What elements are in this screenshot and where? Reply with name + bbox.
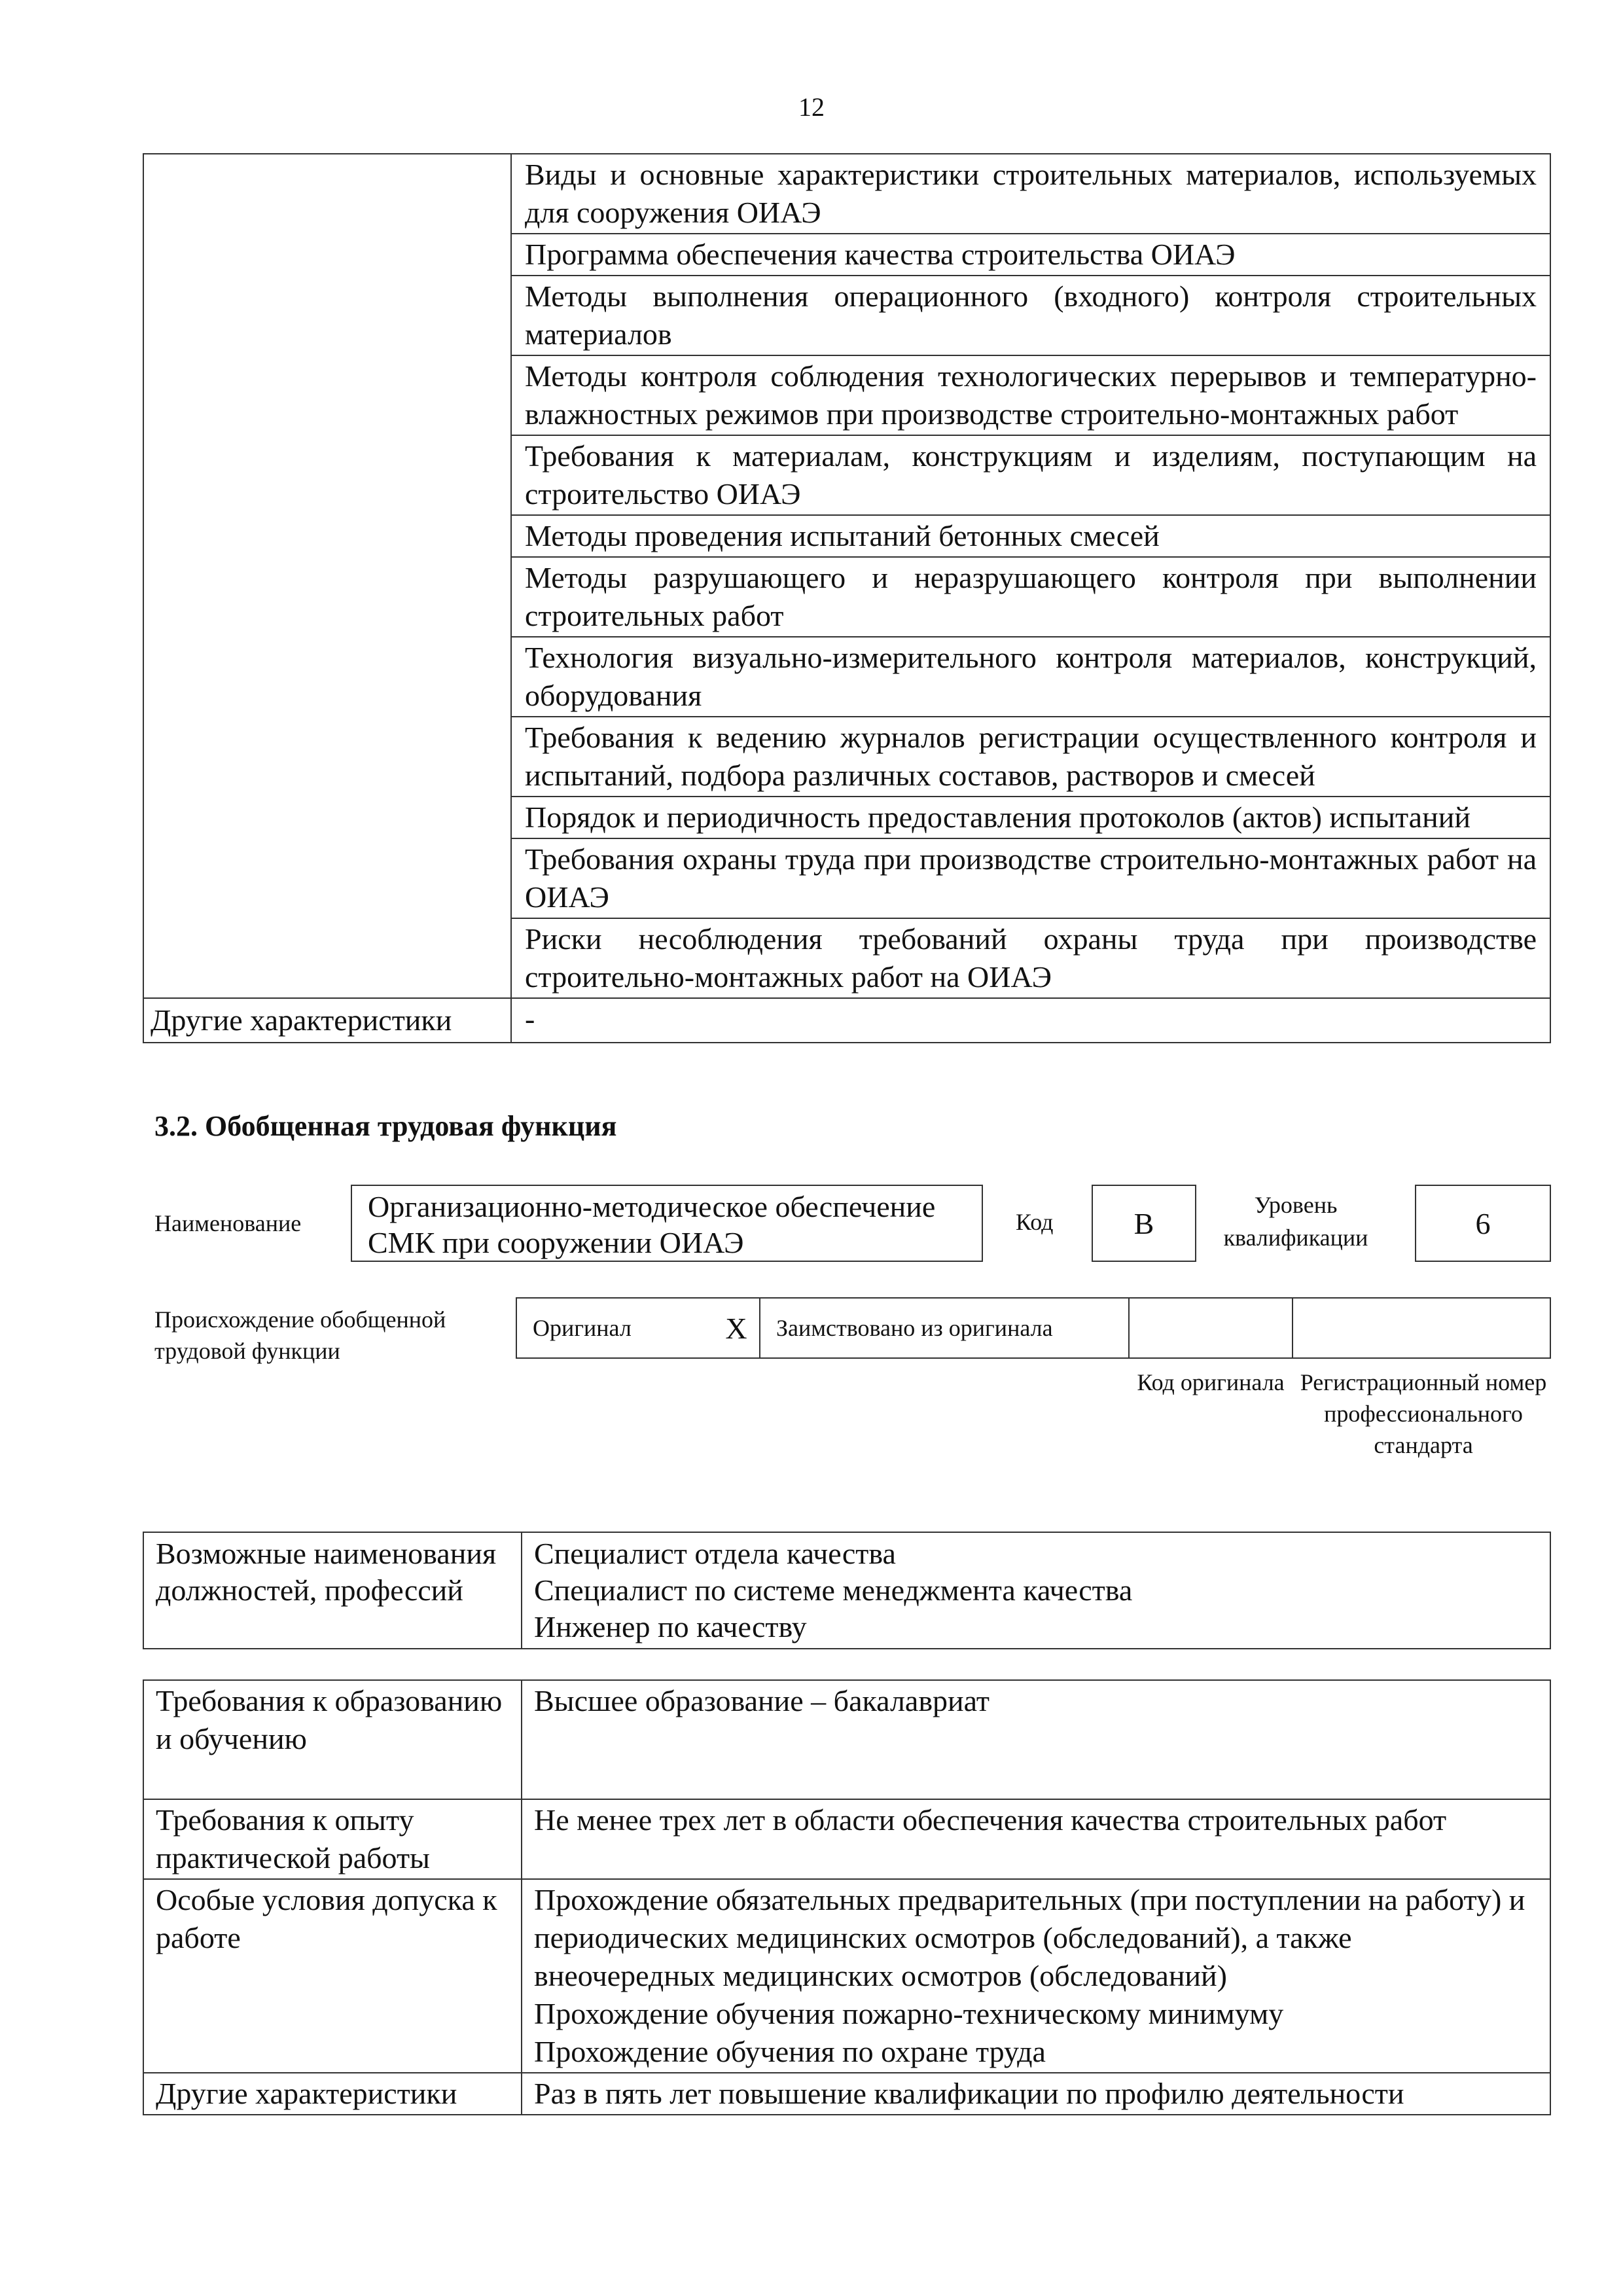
table-row bbox=[143, 998, 1550, 1043]
requirement-line: Высшее образование – бакалавриат bbox=[534, 1684, 990, 1717]
requirement-line: Не менее трех лет в области обеспечения качества строительных работ bbox=[534, 1803, 1447, 1837]
knowledge-item: Методы выполнения операционного (входного) контроля строительных материалов bbox=[511, 276, 1550, 355]
original-code-caption: Код оригинала bbox=[1137, 1369, 1285, 1395]
page-number: 12 bbox=[798, 92, 825, 122]
knowledge-item: Риски несоблюдения требований охраны труда при производстве строительно-монтажных работ на ОИАЭ bbox=[511, 918, 1550, 998]
positions-label: Возможные наименования должностей, профессий bbox=[143, 1532, 522, 1649]
table-row bbox=[143, 1879, 1550, 2073]
knowledge-item: Технология визуально-измерительного контроля материалов, конструкций, оборудования bbox=[511, 637, 1550, 717]
requirement-line: Прохождение обучения пожарно-техническому минимуму bbox=[534, 1997, 1284, 2030]
name-label: Наименование bbox=[154, 1210, 302, 1236]
original-label: Оригинал bbox=[516, 1298, 720, 1358]
code-label: Код bbox=[1016, 1209, 1054, 1235]
knowledge-item: Виды и основные характеристики строительных материалов, используемых для сооружения ОИАЭ bbox=[511, 154, 1550, 234]
knowledge-item: Требования к материалам, конструкциям и изделиям, поступающим на строительство ОИАЭ bbox=[511, 435, 1550, 515]
requirements-table bbox=[143, 1679, 1551, 2115]
table-row bbox=[143, 1532, 1550, 1649]
original-mark: X bbox=[720, 1298, 760, 1358]
borrowed-label: Заимствовано из оригинала bbox=[760, 1298, 1129, 1358]
table-row bbox=[143, 2073, 1550, 2115]
experience-requirements-value bbox=[522, 1799, 1550, 1879]
knowledge-item: Порядок и периодичность предоставления протоколов (актов) испытаний bbox=[511, 797, 1550, 838]
experience-requirements-label: Требования к опыту практической работы bbox=[143, 1799, 522, 1879]
table-row bbox=[143, 154, 1550, 234]
special-conditions-value bbox=[522, 1879, 1550, 2073]
code-box: B bbox=[1092, 1185, 1196, 1262]
origin-table bbox=[516, 1297, 1551, 1359]
knowledge-label-cell bbox=[143, 154, 511, 998]
knowledge-table bbox=[143, 153, 1551, 1043]
registration-number-caption: Регистрационный номер профессионального стандарта bbox=[1300, 1369, 1547, 1458]
other-characteristics-value: - bbox=[511, 998, 1550, 1043]
table-row bbox=[143, 1799, 1550, 1879]
knowledge-item: Методы контроля соблюдения технологических перерывов и температурно-влажностных режимов при производстве строительно-монтажных работ bbox=[511, 355, 1550, 435]
knowledge-item: Требования к ведению журналов регистрации осуществленного контроля и испытаний, подбора различных составов, растворов и смесей bbox=[511, 717, 1550, 797]
other-requirements-value bbox=[522, 2073, 1550, 2115]
qualification-level-box: 6 bbox=[1415, 1185, 1551, 1262]
original-code-cell bbox=[1129, 1298, 1293, 1358]
position-item: Специалист по системе менеджмента качества bbox=[534, 1573, 1133, 1607]
function-name-box: Организационно-методическое обеспечение СМК при сооружении ОИАЭ bbox=[351, 1185, 983, 1262]
requirement-line: Прохождение обучения по охране труда bbox=[534, 2035, 1046, 2068]
other-requirements-label: Другие характеристики bbox=[143, 2073, 522, 2115]
section-heading: 3.2. Обобщенная трудовая функция bbox=[154, 1110, 617, 1142]
education-requirements-value bbox=[522, 1680, 1550, 1799]
table-row bbox=[143, 1680, 1550, 1799]
knowledge-item: Методы проведения испытаний бетонных смесей bbox=[511, 515, 1550, 557]
education-requirements-label: Требования к образованию и обучению bbox=[143, 1680, 522, 1799]
qualification-level-label: Уровень квалификации bbox=[1223, 1192, 1368, 1251]
positions-table bbox=[143, 1532, 1551, 1649]
position-item: Инженер по качеству bbox=[534, 1610, 807, 1643]
knowledge-item: Требования охраны труда при производстве строительно-монтажных работ на ОИАЭ bbox=[511, 838, 1550, 918]
other-characteristics-label: Другие характеристики bbox=[143, 998, 511, 1043]
requirement-line: Прохождение обязательных предварительных (при поступлении на работу) и периодических медицинских осмотров (обследований), а также внеочередных медицинских осмотров (обследований) bbox=[534, 1883, 1525, 1992]
table-row bbox=[516, 1298, 1550, 1358]
position-item: Специалист отдела качества bbox=[534, 1537, 896, 1570]
requirement-line: Раз в пять лет повышение квалификации по профилю деятельности bbox=[534, 2077, 1404, 2110]
origin-label: Происхождение обобщенной трудовой функции bbox=[154, 1306, 446, 1364]
special-conditions-label: Особые условия допуска к работе bbox=[143, 1879, 522, 2073]
positions-values bbox=[522, 1532, 1550, 1649]
registration-number-cell bbox=[1293, 1298, 1550, 1358]
knowledge-item: Программа обеспечения качества строительства ОИАЭ bbox=[511, 234, 1550, 276]
knowledge-item: Методы разрушающего и неразрушающего контроля при выполнении строительных работ bbox=[511, 557, 1550, 637]
